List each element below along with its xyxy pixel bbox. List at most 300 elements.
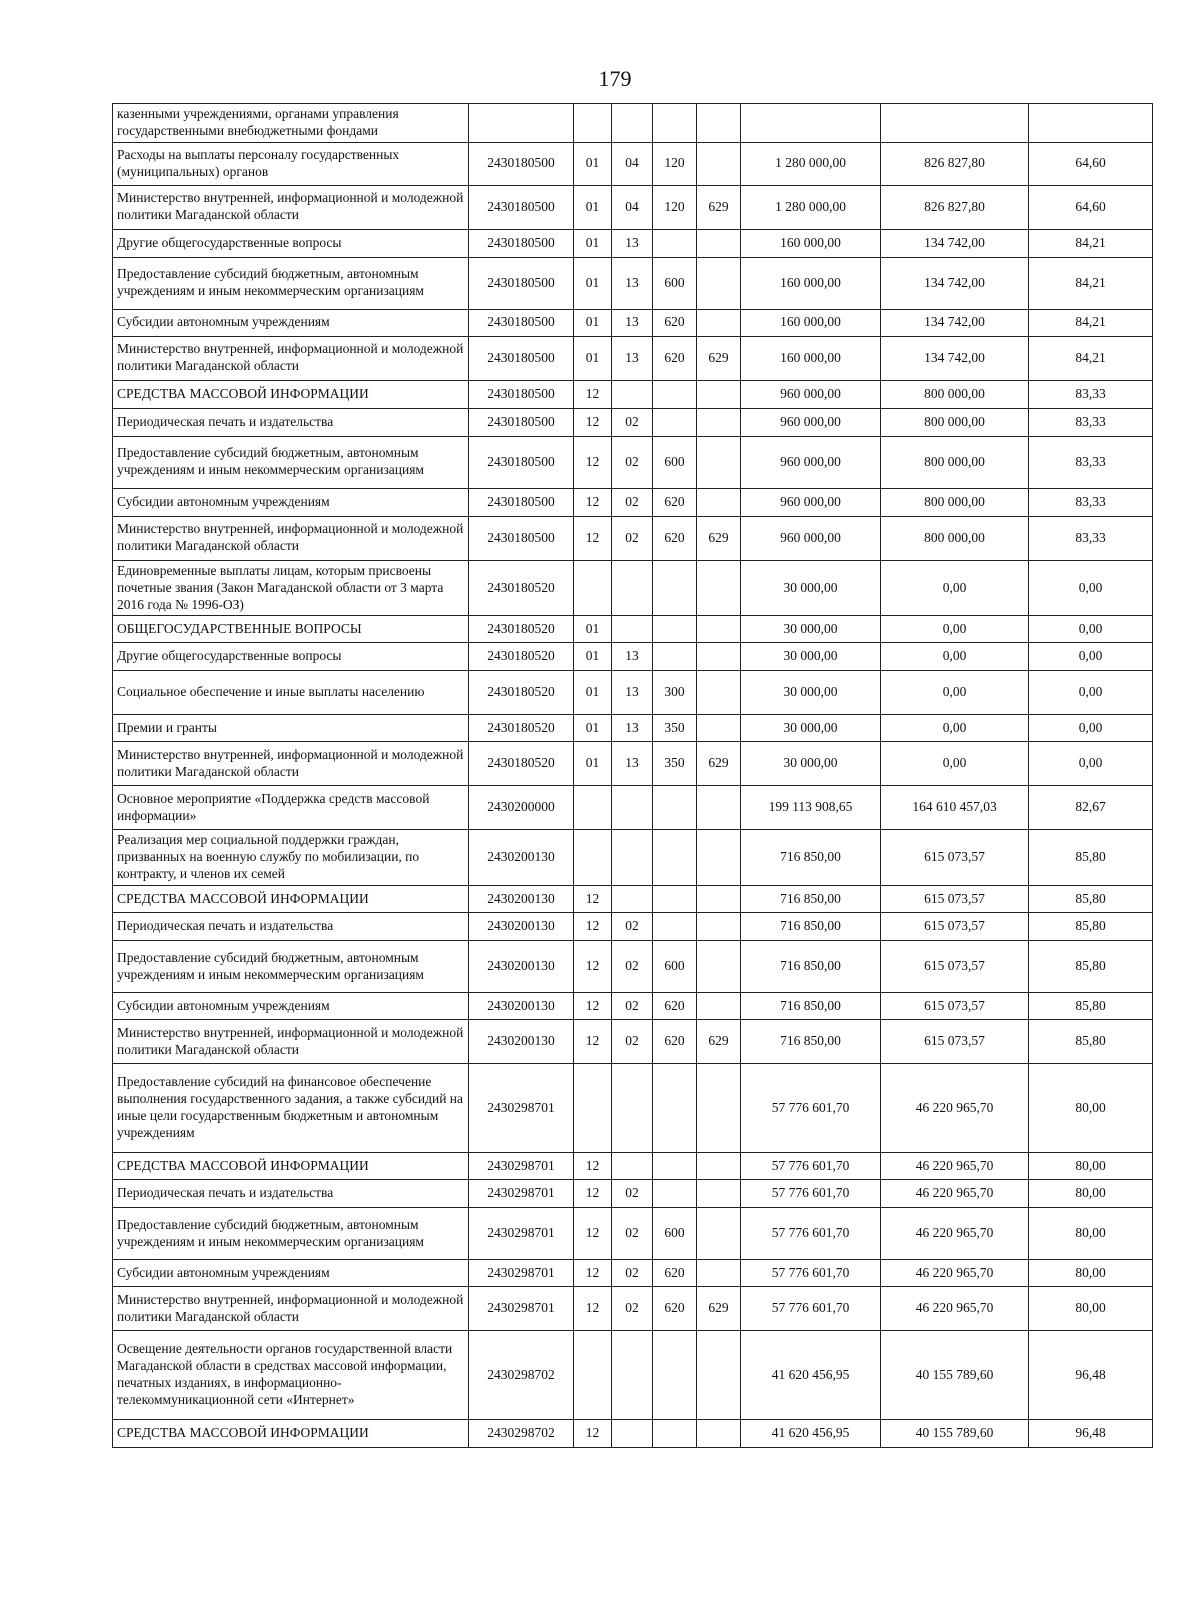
table-row	[113, 488, 1153, 516]
section-code: 01	[574, 309, 612, 336]
execution-percent: 96,48	[1029, 1420, 1153, 1448]
execution-percent: 84,21	[1029, 309, 1153, 336]
administrator-code: 629	[697, 516, 741, 560]
execution-percent: 0,00	[1029, 742, 1153, 786]
administrator-code	[697, 1331, 741, 1420]
execution-percent: 85,80	[1029, 941, 1153, 993]
row-name: СРЕДСТВА МАССОВОЙ ИНФОРМАЦИИ	[113, 1153, 469, 1180]
subsection-code	[612, 380, 653, 408]
execution-percent: 83,33	[1029, 436, 1153, 488]
expense-type-code	[653, 616, 697, 643]
table-row	[113, 142, 1153, 185]
expense-type-code: 620	[653, 336, 697, 380]
section-code: 12	[574, 488, 612, 516]
row-name: Субсидии автономным учреждениям	[113, 993, 469, 1020]
table-row	[113, 257, 1153, 309]
administrator-code	[697, 142, 741, 185]
planned-amount: 30 000,00	[741, 560, 881, 616]
execution-percent: 64,60	[1029, 142, 1153, 185]
target-article-code: 2430180500	[469, 380, 574, 408]
expense-type-code	[653, 229, 697, 257]
target-article-code: 2430180500	[469, 142, 574, 185]
administrator-code	[697, 715, 741, 742]
expense-type-code	[653, 786, 697, 830]
section-code: 01	[574, 643, 612, 671]
row-name: СРЕДСТВА МАССОВОЙ ИНФОРМАЦИИ	[113, 380, 469, 408]
planned-amount: 41 620 456,95	[741, 1331, 881, 1420]
administrator-code	[697, 436, 741, 488]
administrator-code: 629	[697, 1287, 741, 1331]
section-code: 12	[574, 1153, 612, 1180]
expense-type-code	[653, 886, 697, 913]
table-row	[113, 913, 1153, 941]
executed-amount: 46 220 965,70	[881, 1287, 1029, 1331]
table-row	[113, 643, 1153, 671]
executed-amount: 0,00	[881, 742, 1029, 786]
planned-amount: 160 000,00	[741, 309, 881, 336]
target-article-code: 2430200130	[469, 886, 574, 913]
planned-amount: 160 000,00	[741, 257, 881, 309]
subsection-code: 13	[612, 671, 653, 715]
table-row	[113, 1208, 1153, 1260]
administrator-code	[697, 309, 741, 336]
planned-amount: 960 000,00	[741, 436, 881, 488]
target-article-code: 2430200130	[469, 913, 574, 941]
execution-percent: 80,00	[1029, 1180, 1153, 1208]
execution-percent: 84,21	[1029, 336, 1153, 380]
execution-percent: 85,80	[1029, 886, 1153, 913]
expense-type-code	[653, 913, 697, 941]
planned-amount: 57 776 601,70	[741, 1260, 881, 1287]
administrator-code	[697, 913, 741, 941]
subsection-code: 02	[612, 1020, 653, 1064]
execution-percent: 82,67	[1029, 786, 1153, 830]
row-name: Министерство внутренней, информационной и молодежной политики Магаданской области	[113, 185, 469, 229]
section-code	[574, 830, 612, 886]
executed-amount: 0,00	[881, 616, 1029, 643]
section-code: 12	[574, 1020, 612, 1064]
section-code: 12	[574, 913, 612, 941]
expense-type-code	[653, 1180, 697, 1208]
row-name: Периодическая печать и издательства	[113, 913, 469, 941]
executed-amount: 164 610 457,03	[881, 786, 1029, 830]
execution-percent: 85,80	[1029, 1020, 1153, 1064]
administrator-code	[697, 1260, 741, 1287]
target-article-code: 2430180500	[469, 185, 574, 229]
expense-type-code: 620	[653, 1287, 697, 1331]
subsection-code	[612, 616, 653, 643]
executed-amount: 46 220 965,70	[881, 1064, 1029, 1153]
planned-amount: 30 000,00	[741, 715, 881, 742]
table-row	[113, 1064, 1153, 1153]
administrator-code: 629	[697, 336, 741, 380]
administrator-code	[697, 1180, 741, 1208]
section-code: 12	[574, 1420, 612, 1448]
planned-amount: 160 000,00	[741, 229, 881, 257]
row-name: Предоставление субсидий бюджетным, автономным учреждениям и иным некоммерческим организациям	[113, 257, 469, 309]
row-name: Премии и гранты	[113, 715, 469, 742]
section-code	[574, 560, 612, 616]
target-article-code: 2430298701	[469, 1180, 574, 1208]
table-row	[113, 715, 1153, 742]
executed-amount: 134 742,00	[881, 257, 1029, 309]
execution-percent: 83,33	[1029, 408, 1153, 436]
table-row	[113, 1153, 1153, 1180]
executed-amount: 615 073,57	[881, 1020, 1029, 1064]
target-article-code: 2430200130	[469, 941, 574, 993]
administrator-code	[697, 104, 741, 143]
subsection-code: 13	[612, 309, 653, 336]
table-row	[113, 1180, 1153, 1208]
row-name: ОБЩЕГОСУДАРСТВЕННЫЕ ВОПРОСЫ	[113, 616, 469, 643]
administrator-code	[697, 1420, 741, 1448]
target-article-code: 2430298701	[469, 1287, 574, 1331]
section-code: 01	[574, 142, 612, 185]
administrator-code	[697, 488, 741, 516]
target-article-code: 2430298701	[469, 1260, 574, 1287]
target-article-code: 2430180500	[469, 408, 574, 436]
section-code: 12	[574, 436, 612, 488]
expense-type-code: 620	[653, 1260, 697, 1287]
executed-amount: 46 220 965,70	[881, 1153, 1029, 1180]
section-code: 01	[574, 742, 612, 786]
execution-percent: 80,00	[1029, 1064, 1153, 1153]
planned-amount: 57 776 601,70	[741, 1153, 881, 1180]
section-code: 12	[574, 516, 612, 560]
administrator-code	[697, 1208, 741, 1260]
table-row	[113, 742, 1153, 786]
execution-percent: 85,80	[1029, 830, 1153, 886]
planned-amount: 960 000,00	[741, 488, 881, 516]
administrator-code	[697, 616, 741, 643]
target-article-code: 2430200130	[469, 1020, 574, 1064]
table-body	[113, 104, 1153, 1448]
administrator-code	[697, 941, 741, 993]
target-article-code: 2430180520	[469, 715, 574, 742]
row-name: Социальное обеспечение и иные выплаты населению	[113, 671, 469, 715]
row-name: Освещение деятельности органов государственной власти Магаданской области в средствах массовой информации, печатных изданиях, в информационно-телекоммуникационной сети «Интернет»	[113, 1331, 469, 1420]
expense-type-code	[653, 408, 697, 436]
row-name: Министерство внутренней, информационной и молодежной политики Магаданской области	[113, 742, 469, 786]
executed-amount: 826 827,80	[881, 185, 1029, 229]
execution-percent: 85,80	[1029, 993, 1153, 1020]
subsection-code	[612, 786, 653, 830]
subsection-code	[612, 830, 653, 886]
administrator-code	[697, 257, 741, 309]
executed-amount: 40 155 789,60	[881, 1331, 1029, 1420]
section-code: 01	[574, 185, 612, 229]
section-code: 01	[574, 336, 612, 380]
target-article-code: 2430180500	[469, 488, 574, 516]
row-name: Министерство внутренней, информационной и молодежной политики Магаданской области	[113, 516, 469, 560]
execution-percent: 83,33	[1029, 488, 1153, 516]
table-row	[113, 830, 1153, 886]
planned-amount: 30 000,00	[741, 616, 881, 643]
row-name: Министерство внутренней, информационной и молодежной политики Магаданской области	[113, 336, 469, 380]
section-code: 12	[574, 886, 612, 913]
administrator-code: 629	[697, 185, 741, 229]
executed-amount: 46 220 965,70	[881, 1260, 1029, 1287]
target-article-code: 2430180520	[469, 616, 574, 643]
subsection-code: 13	[612, 715, 653, 742]
expense-type-code	[653, 1064, 697, 1153]
administrator-code	[697, 380, 741, 408]
target-article-code: 2430200000	[469, 786, 574, 830]
planned-amount: 716 850,00	[741, 941, 881, 993]
planned-amount: 41 620 456,95	[741, 1420, 881, 1448]
row-name: Министерство внутренней, информационной и молодежной политики Магаданской области	[113, 1020, 469, 1064]
table-row	[113, 408, 1153, 436]
planned-amount: 716 850,00	[741, 1020, 881, 1064]
table-row	[113, 786, 1153, 830]
row-name: Предоставление субсидий бюджетным, автономным учреждениям и иным некоммерческим организациям	[113, 1208, 469, 1260]
table-row	[113, 671, 1153, 715]
administrator-code	[697, 786, 741, 830]
section-code: 12	[574, 1260, 612, 1287]
execution-percent: 84,21	[1029, 257, 1153, 309]
section-code	[574, 104, 612, 143]
administrator-code	[697, 1153, 741, 1180]
expense-type-code: 600	[653, 436, 697, 488]
executed-amount: 0,00	[881, 671, 1029, 715]
expense-type-code	[653, 1420, 697, 1448]
target-article-code: 2430180520	[469, 742, 574, 786]
subsection-code: 13	[612, 336, 653, 380]
administrator-code	[697, 886, 741, 913]
target-article-code: 2430298702	[469, 1331, 574, 1420]
section-code: 01	[574, 257, 612, 309]
table-row	[113, 309, 1153, 336]
row-name: СРЕДСТВА МАССОВОЙ ИНФОРМАЦИИ	[113, 1420, 469, 1448]
table-row	[113, 104, 1153, 143]
execution-percent: 96,48	[1029, 1331, 1153, 1420]
row-name: Предоставление субсидий бюджетным, автономным учреждениям и иным некоммерческим организациям	[113, 436, 469, 488]
budget-execution-table	[112, 103, 1153, 1448]
table-row	[113, 1260, 1153, 1287]
executed-amount: 0,00	[881, 643, 1029, 671]
administrator-code	[697, 1064, 741, 1153]
target-article-code: 2430180500	[469, 229, 574, 257]
executed-amount: 826 827,80	[881, 142, 1029, 185]
expense-type-code: 620	[653, 993, 697, 1020]
execution-percent: 0,00	[1029, 560, 1153, 616]
target-article-code: 2430298701	[469, 1153, 574, 1180]
expense-type-code: 620	[653, 1020, 697, 1064]
planned-amount: 1 280 000,00	[741, 185, 881, 229]
expense-type-code	[653, 830, 697, 886]
administrator-code	[697, 993, 741, 1020]
target-article-code: 2430180520	[469, 560, 574, 616]
executed-amount: 800 000,00	[881, 436, 1029, 488]
row-name: Периодическая печать и издательства	[113, 1180, 469, 1208]
execution-percent: 0,00	[1029, 671, 1153, 715]
section-code: 12	[574, 1180, 612, 1208]
execution-percent: 85,80	[1029, 913, 1153, 941]
executed-amount: 46 220 965,70	[881, 1180, 1029, 1208]
administrator-code	[697, 408, 741, 436]
planned-amount: 716 850,00	[741, 913, 881, 941]
subsection-code: 02	[612, 436, 653, 488]
row-name: Другие общегосударственные вопросы	[113, 229, 469, 257]
subsection-code	[612, 1153, 653, 1180]
executed-amount: 40 155 789,60	[881, 1420, 1029, 1448]
planned-amount: 57 776 601,70	[741, 1064, 881, 1153]
expense-type-code: 350	[653, 742, 697, 786]
expense-type-code: 600	[653, 941, 697, 993]
subsection-code: 02	[612, 1287, 653, 1331]
executed-amount: 134 742,00	[881, 336, 1029, 380]
target-article-code: 2430180500	[469, 257, 574, 309]
planned-amount: 199 113 908,65	[741, 786, 881, 830]
subsection-code: 13	[612, 742, 653, 786]
expense-type-code: 600	[653, 257, 697, 309]
expense-type-code: 620	[653, 488, 697, 516]
executed-amount: 46 220 965,70	[881, 1208, 1029, 1260]
expense-type-code	[653, 560, 697, 616]
subsection-code	[612, 560, 653, 616]
executed-amount: 615 073,57	[881, 830, 1029, 886]
administrator-code: 629	[697, 1020, 741, 1064]
row-name: Субсидии автономным учреждениям	[113, 309, 469, 336]
target-article-code: 2430180500	[469, 336, 574, 380]
executed-amount: 134 742,00	[881, 309, 1029, 336]
expense-type-code	[653, 380, 697, 408]
executed-amount	[881, 104, 1029, 143]
subsection-code: 02	[612, 941, 653, 993]
expense-type-code: 120	[653, 185, 697, 229]
subsection-code: 04	[612, 142, 653, 185]
execution-percent	[1029, 104, 1153, 143]
table-row	[113, 229, 1153, 257]
subsection-code: 02	[612, 1180, 653, 1208]
executed-amount: 800 000,00	[881, 380, 1029, 408]
expense-type-code: 300	[653, 671, 697, 715]
executed-amount: 800 000,00	[881, 516, 1029, 560]
execution-percent: 0,00	[1029, 616, 1153, 643]
planned-amount: 1 280 000,00	[741, 142, 881, 185]
table-row	[113, 886, 1153, 913]
row-name: Предоставление субсидий на финансовое обеспечение выполнения государственного задания, а также субсидий на иные цели государственным бюджетным и автономным учреждениям	[113, 1064, 469, 1153]
subsection-code	[612, 1064, 653, 1153]
planned-amount: 716 850,00	[741, 993, 881, 1020]
row-name: казенными учреждениями, органами управления государственными внебюджетными фондами	[113, 104, 469, 143]
execution-percent: 80,00	[1029, 1287, 1153, 1331]
planned-amount: 30 000,00	[741, 742, 881, 786]
planned-amount: 30 000,00	[741, 643, 881, 671]
subsection-code: 02	[612, 1260, 653, 1287]
page-number: 179	[598, 66, 632, 91]
table-row	[113, 336, 1153, 380]
table-row	[113, 560, 1153, 616]
target-article-code: 2430180500	[469, 436, 574, 488]
row-name: Расходы на выплаты персоналу государственных (муниципальных) органов	[113, 142, 469, 185]
planned-amount	[741, 104, 881, 143]
section-code	[574, 1331, 612, 1420]
planned-amount: 57 776 601,70	[741, 1287, 881, 1331]
administrator-code	[697, 560, 741, 616]
subsection-code: 13	[612, 643, 653, 671]
row-name: Основное мероприятие «Поддержка средств массовой информации»	[113, 786, 469, 830]
target-article-code: 2430180500	[469, 309, 574, 336]
expense-type-code: 620	[653, 516, 697, 560]
table-row	[113, 185, 1153, 229]
execution-percent: 80,00	[1029, 1260, 1153, 1287]
administrator-code	[697, 229, 741, 257]
subsection-code: 02	[612, 516, 653, 560]
table-row	[113, 1420, 1153, 1448]
table-row	[113, 616, 1153, 643]
target-article-code	[469, 104, 574, 143]
section-code: 01	[574, 671, 612, 715]
subsection-code: 04	[612, 185, 653, 229]
planned-amount: 960 000,00	[741, 380, 881, 408]
section-code	[574, 1064, 612, 1153]
table-row	[113, 1287, 1153, 1331]
execution-percent: 83,33	[1029, 516, 1153, 560]
table-row	[113, 993, 1153, 1020]
administrator-code	[697, 830, 741, 886]
subsection-code: 02	[612, 993, 653, 1020]
executed-amount: 615 073,57	[881, 993, 1029, 1020]
row-name: Предоставление субсидий бюджетным, автономным учреждениям и иным некоммерческим организациям	[113, 941, 469, 993]
subsection-code: 13	[612, 257, 653, 309]
table-row	[113, 516, 1153, 560]
execution-percent: 80,00	[1029, 1153, 1153, 1180]
target-article-code: 2430200130	[469, 993, 574, 1020]
planned-amount: 960 000,00	[741, 408, 881, 436]
section-code: 12	[574, 408, 612, 436]
expense-type-code	[653, 104, 697, 143]
execution-percent: 80,00	[1029, 1208, 1153, 1260]
table-row	[113, 1020, 1153, 1064]
target-article-code: 2430200130	[469, 830, 574, 886]
execution-percent: 83,33	[1029, 380, 1153, 408]
section-code: 12	[574, 380, 612, 408]
administrator-code	[697, 643, 741, 671]
planned-amount: 30 000,00	[741, 671, 881, 715]
executed-amount: 134 742,00	[881, 229, 1029, 257]
section-code: 01	[574, 229, 612, 257]
planned-amount: 960 000,00	[741, 516, 881, 560]
row-name: Другие общегосударственные вопросы	[113, 643, 469, 671]
row-name: Министерство внутренней, информационной и молодежной политики Магаданской области	[113, 1287, 469, 1331]
section-code: 12	[574, 1287, 612, 1331]
expense-type-code: 120	[653, 142, 697, 185]
row-name: Субсидии автономным учреждениям	[113, 1260, 469, 1287]
execution-percent: 64,60	[1029, 185, 1153, 229]
target-article-code: 2430298701	[469, 1208, 574, 1260]
executed-amount: 615 073,57	[881, 913, 1029, 941]
administrator-code: 629	[697, 742, 741, 786]
executed-amount: 615 073,57	[881, 886, 1029, 913]
section-code: 01	[574, 715, 612, 742]
expense-type-code	[653, 643, 697, 671]
expense-type-code: 620	[653, 309, 697, 336]
table-row	[113, 941, 1153, 993]
row-name: Периодическая печать и издательства	[113, 408, 469, 436]
row-name: СРЕДСТВА МАССОВОЙ ИНФОРМАЦИИ	[113, 886, 469, 913]
table-row	[113, 436, 1153, 488]
target-article-code: 2430298701	[469, 1064, 574, 1153]
target-article-code: 2430180520	[469, 643, 574, 671]
subsection-code	[612, 104, 653, 143]
administrator-code	[697, 671, 741, 715]
expense-type-code: 600	[653, 1208, 697, 1260]
table-row	[113, 1331, 1153, 1420]
expense-type-code	[653, 1331, 697, 1420]
executed-amount: 0,00	[881, 715, 1029, 742]
planned-amount: 716 850,00	[741, 830, 881, 886]
